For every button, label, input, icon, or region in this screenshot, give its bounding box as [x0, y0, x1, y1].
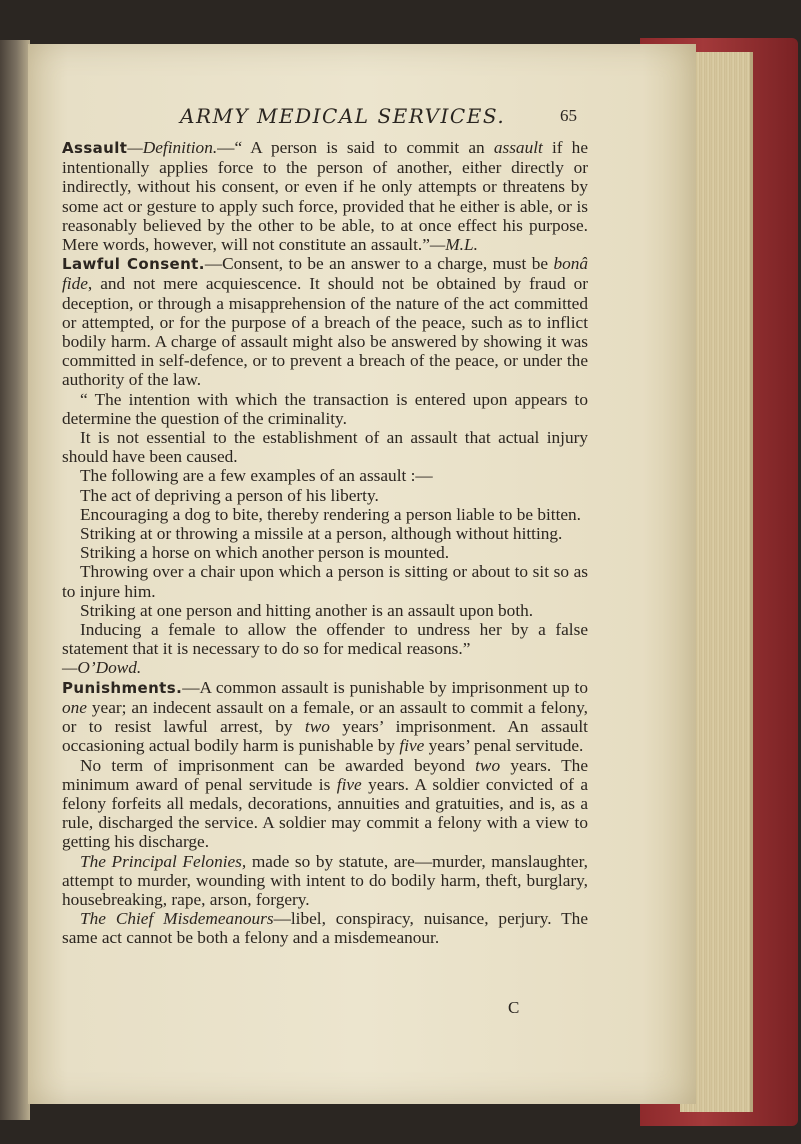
book-left-pages [0, 40, 30, 1120]
imprisonment-paragraph: No term of imprisonment can be awarded beyond two years. The minimum award of penal servitude is five years. A soldier convicted of a felony forfeits all medals, decorations, annuities and gratuities, and is, as a rule, discharged the service. A soldier may commit a felony with a view to getting his discharge. [62, 755, 588, 852]
injury-paragraph: It is not essential to the establishment of an assault that actual injury should have been caused. [62, 428, 588, 467]
punishments-paragraph: Punishments.—A common assault is punishable by imprisonment up to one year; an indecent assault on a female, or an assault to commit a felony, or to resist lawful arrest, by two years’ imprisonment. An assault occasioning actual bodily harm is punishable by five years’ penal servitude. [62, 677, 588, 756]
examples-intro: The following are a few examples of an assault :— [80, 466, 433, 486]
assault-paragraph: Assault—Definition.—“ A person is said to commit an assault if he intentionally applies force to the person of another, either directly or indirectly, without his consent, or even if he only attempts or threatens by some act or gesture to apply such force, provided that he either is able, or is reasonably believed by the other to be able, to at once effect his purpose. Mere words, however, will not constitute an assault.”—M.L. [62, 138, 588, 255]
felonies-paragraph: The Principal Felonies, made so by statute, are—murder, manslaughter, attempt to murder, wounding with intent to do bodily harm, theft, burglary, housebreaking, rape, arson, forgery. [62, 851, 588, 909]
intention-paragraph: “ The intention with which the transaction is entered upon appears to determine the question of the criminality. [62, 389, 588, 428]
page-number: 65 [560, 106, 577, 125]
example-item: Striking at or throwing a missile at a person, although without hitting. [80, 524, 563, 544]
running-header: ARMY MEDICAL SERVICES. [180, 104, 506, 128]
signature-mark: C [508, 998, 520, 1017]
misdemeanours-paragraph: The Chief Misdemeanours—libel, conspiracy, nuisance, perjury. The same act cannot be both a felony and a misdemeanour. [62, 909, 588, 948]
example-item: Inducing a female to allow the offender to undress her by a false statement that it is necessary to do so for medical reasons.” [62, 620, 588, 659]
term-punishments: Punishments. [62, 678, 183, 697]
page-body [62, 138, 588, 948]
example-item: Encouraging a dog to bite, thereby rendering a person liable to be bitten. [80, 504, 581, 524]
example-item: Striking at one person and hitting another is an assault upon both. [80, 600, 534, 620]
example-item: Striking a horse on which another person is mounted. [80, 543, 450, 563]
odowd-source: —O’Dowd. [62, 658, 142, 678]
example-item: Throwing over a chair upon which a person is sitting or about to sit so as to injure him. [62, 562, 588, 601]
consent-paragraph: Lawful Consent.—Consent, to be an answer to a charge, must be bonâ fide, and not mere acquiescence. It should not be obtained by fraud or deception, or through a misapprehension of the nature of the act committed or attempted, or for the purpose of a breach of the peace, such as to inflict bodily harm. A charge of assault might also be answered by showing it was committed in self-defence, or to prevent a breach of the peace, or under the authority of the law. [62, 254, 588, 390]
term-lawful-consent: Lawful Consent. [62, 255, 205, 274]
example-item: The act of depriving a person of his liberty. [80, 485, 379, 505]
term-assault: Assault [62, 139, 128, 157]
